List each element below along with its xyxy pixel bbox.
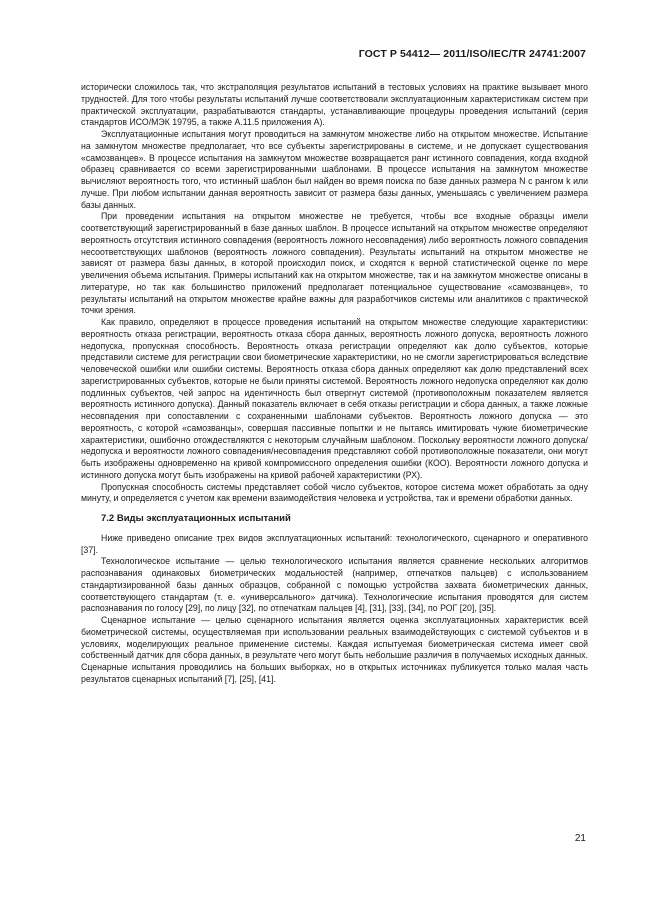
- page-body: [81, 82, 588, 686]
- page-number: 21: [574, 833, 586, 844]
- paragraph-technology-test: Технологическое испытание — целью технологического испытания является сравнение нескольких алгоритмов распознавания одинаковых биометрических модальностей (например, отпечатков пальцев) с использованием стандартизированной базы данных образцов, собранной с помощью устройства захвата биометрических данных, соответствующего стандартам (т. е. «универсального» датчика). Технологические испытания проводятся для систем распознавания по голосу [29], по лицу [32], по отпечаткам пальцев [4], [31], [33], [34], по РОГ [20], [35].: [81, 556, 588, 614]
- paragraph-continuation: исторически сложилось так, что экстраполяция результатов испытаний в тестовых условиях на практике вызывает много трудностей. Для того чтобы результаты испытаний лучше соответствовали эксплуатационным характеристикам систем при практической эксплуатации, разрабатываются стандарты, устанавливающие процедуры проведения испытаний (серия стандартов ИСО/МЭК 19795, а также А.11.5 приложения А).: [81, 82, 588, 128]
- document-header: ГОСТ Р 54412— 2011/ISO/IEC/TR 24741:2007: [358, 48, 586, 60]
- paragraph-open-set: При проведении испытания на открытом множестве не требуется, чтобы все входные образцы имели соответствующий зарегистрированный в базе данных шаблон. В процессе испытаний на открытом множестве определяют вероятность отсутствия истинного совпадения (вероятность ложного несовпадения) либо вероятность ложного совпадения несоответствующих шаблонов (вероятность ложного совпадения). Результаты испытаний на открытом множестве не зависят от размера базы данных, в которой происходил поиск, и сходятся к верной статистической оценке по мере увеличения объема испытания. Примеры испытаний как на открытом множестве, так и на замкнутом множестве описаны в литературе, но так как большинство приложений предполагает потенциальное существование «самозванцев», то результаты испытаний на открытом множестве крайне важны для разработчиков системы или аналитиков с практической точки зрения.: [81, 211, 588, 316]
- paragraph-characteristics: Как правило, определяют в процессе проведения испытаний на открытом множестве следующие характеристики: вероятность отказа регистрации, вероятность отказа сбора данных, вероятность ложного допуска, вероятность ложного недопуска, пропускная способность. Вероятность отказа регистрации определяют как долю субъектов, которые представили системе для регистрации свои биометрические характеристики, но не смогли зарегистрироваться вследствие человеческой ошибки или ошибки системы. Вероятность отказа сбора данных определяют как долю представлений всех зарегистрированных субъектов, которые не были приняты системой. Вероятность ложного недопуска определяют как долю подлинных субъектов, чей запрос на идентичность был отвергнут системой (противоположным показателем является вероятность истинного допуска). Данный показатель включает в себя отказы регистрации и сбора данных, а также ложные несовпадения при сопоставлении с сохраненными шаблонами субъектов. Вероятность ложного допуска — это вероятность, с которой «самозванцы», совершая пассивные попытки и не пытаясь имитировать чужие биометрические характеристики, ошибочно отождествляются с некоторым случайным шаблоном. Поскольку вероятности ложного допуска/недопуска и вероятности ложного совпадения/несовпадения представляют собой противоположные показатели, они могут быть изображены одновременно на кривой компромиссного определения ошибки (КОО). Вероятности ложного допуска и истинного допуска могут быть изображены на кривой рабочей характеристики (РХ).: [81, 317, 588, 480]
- section-heading: 7.2 Виды эксплуатационных испытаний: [101, 513, 291, 524]
- paragraph-closed-open-set: Эксплуатационные испытания могут проводиться на замкнутом множестве либо на открытом множестве. Испытание на замкнутом множестве предполагает, что все субъекты зарегистрированы в системе, и не допускает существования «самозванцев». В процессе испытания на замкнутом множестве возвращается ранг истинного совпадения, когда входной образец сравнивается со всеми зарегистрированными шаблонами. В процессе испытания на замкнутом множестве вычисляют вероятность того, что истинный шаблон был найден во время поиска по базе данных размера N с рангом k или лучше. При любом испытании данная вероятность зависит от размера базы данных, уменьшаясь с увеличением размера базы данных.: [81, 129, 588, 210]
- paragraph-test-types: Ниже приведено описание трех видов эксплуатационных испытаний: технологического, сценарного и оперативного [37].: [81, 532, 588, 555]
- paragraph-throughput: Пропускная способность системы представляет собой число субъектов, которое система может обработать за одну минуту, и определяется с учетом как времени взаимодействия человека и устройства, так и времени обработки данных.: [81, 481, 588, 504]
- paragraph-scenario-test: Сценарное испытание — целью сценарного испытания является оценка эксплуатационных характеристик всей биометрической системы, осуществляемая при использовании реальных взаимодействующих с системой субъектов и в условиях, моделирующих реальное применение системы. Каждая испытуемая биометрическая система имеет свой собственный датчик для сбора данных, в результате чего могут быть небольшие различия в получаемых исходных данных. Сценарные испытания проводились на больших выборках, но в открытых источниках публикуется только малая часть результатов сценарных испытаний [7], [25], [41].: [81, 615, 588, 684]
